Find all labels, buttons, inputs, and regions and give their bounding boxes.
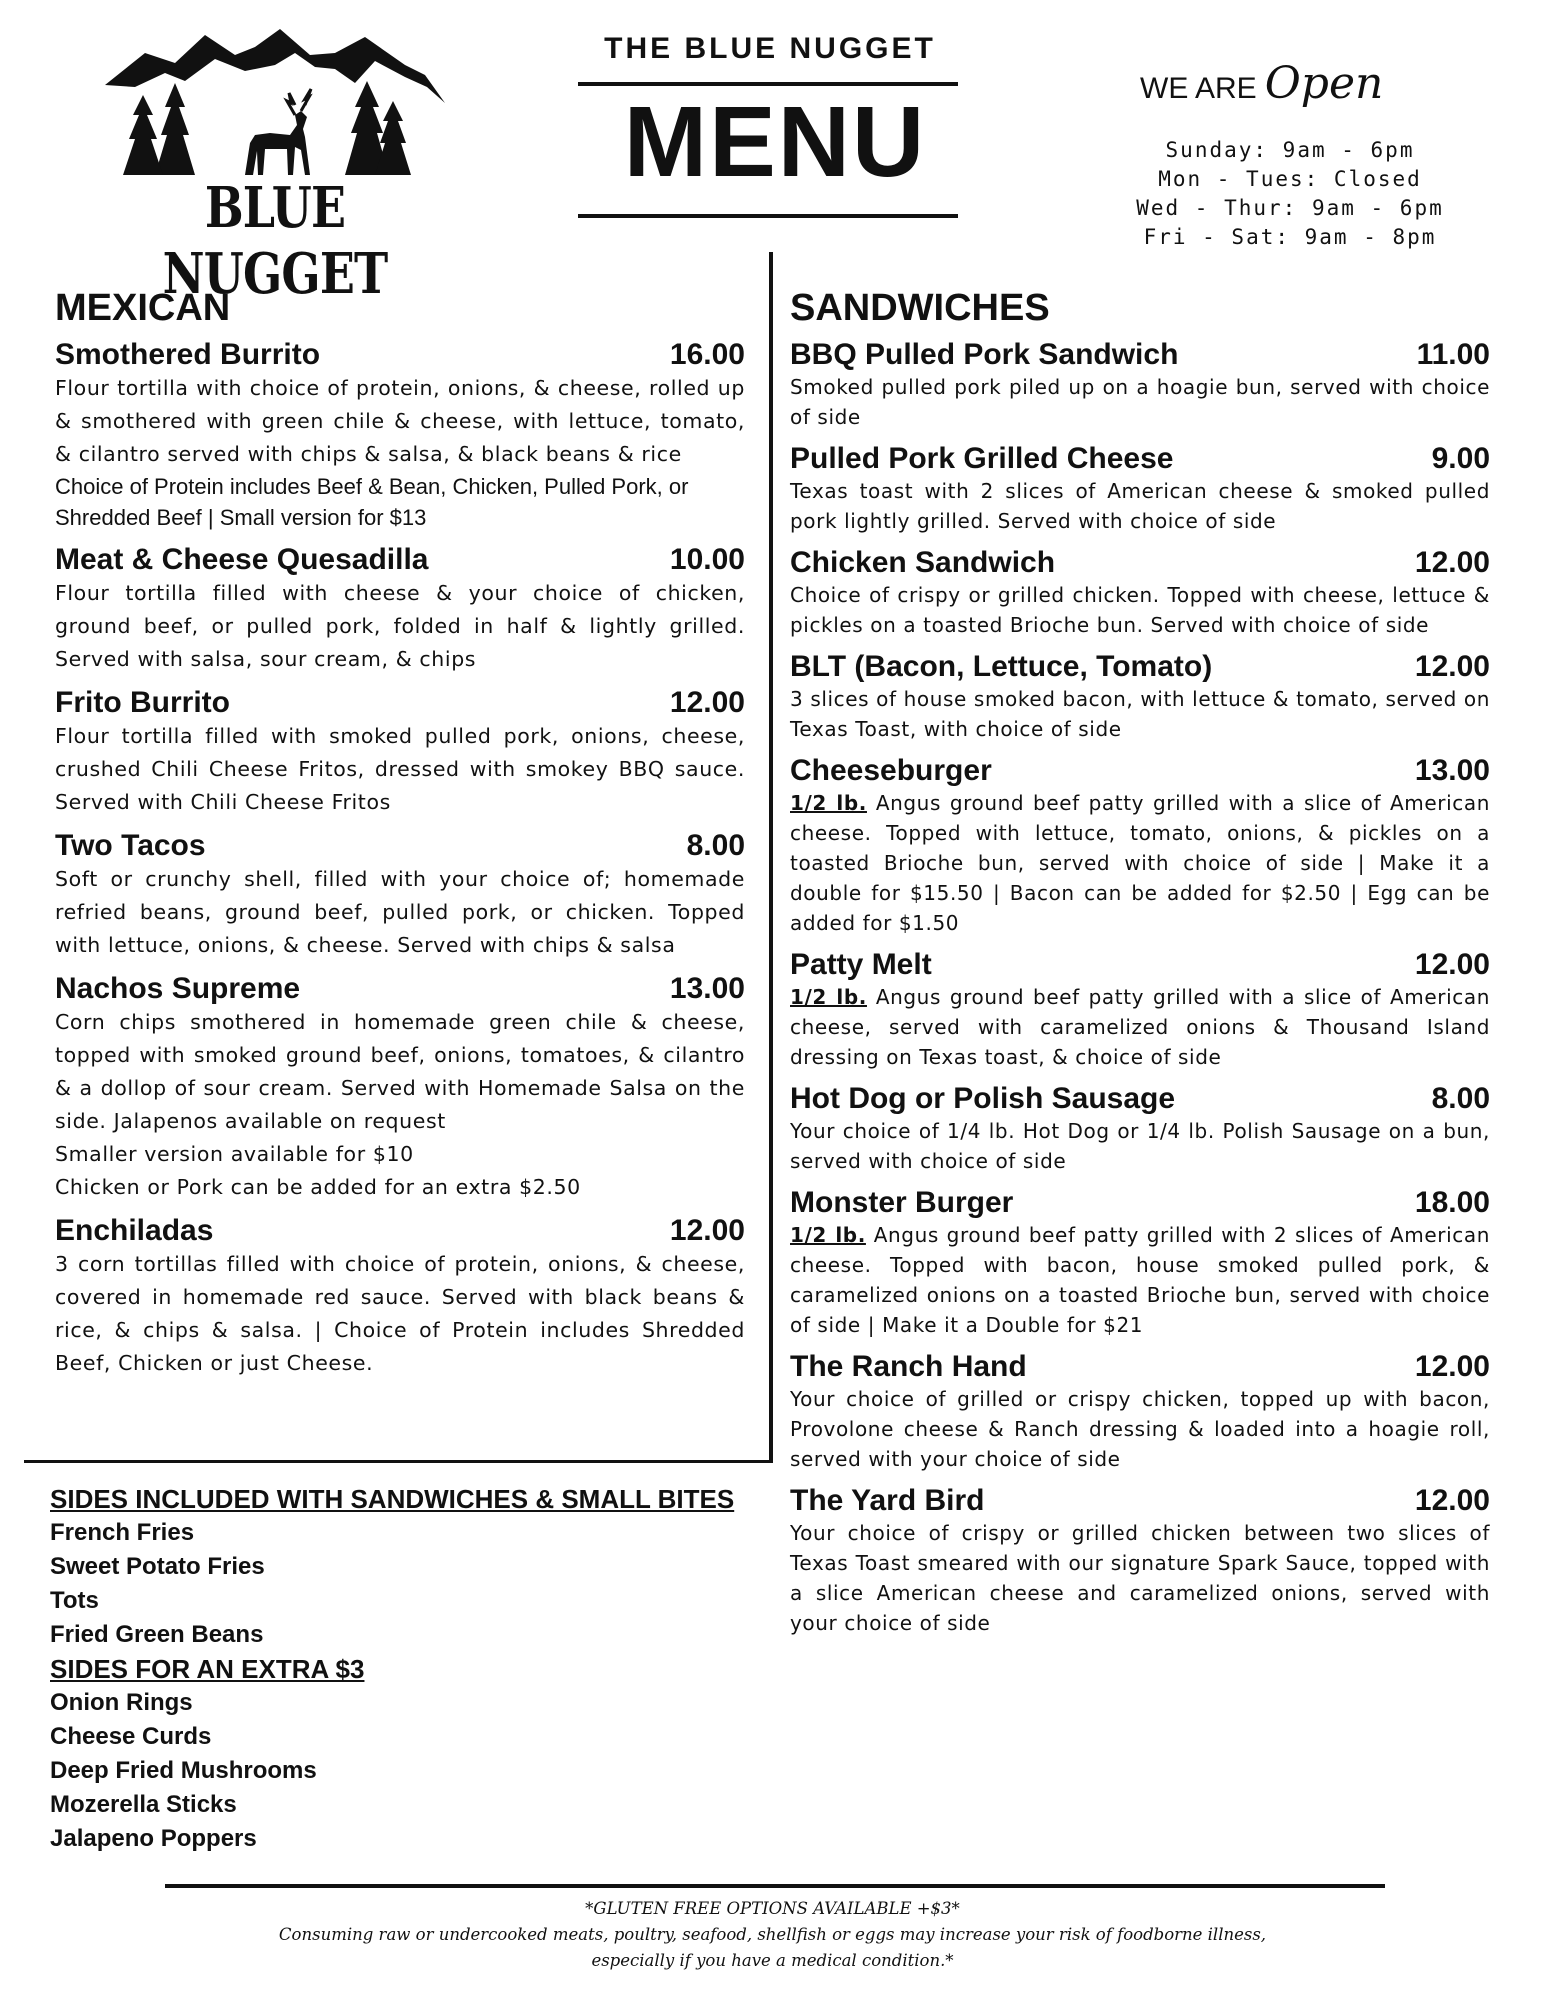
menu-item <box>790 546 1490 640</box>
sides-extra-title: SIDES FOR AN EXTRA $3 <box>50 1654 365 1684</box>
item-name: BBQ Pulled Pork Sandwich <box>790 338 1179 371</box>
gluten-free-note: *GLUTEN FREE OPTIONS AVAILABLE +$3* <box>585 1899 960 1918</box>
logo <box>105 25 445 307</box>
consumer-advisory-cont: especially if you have a medical condition.* <box>591 1951 954 1970</box>
item-extra: Smaller version available for $10 <box>55 1142 414 1166</box>
section-title: SANDWICHES <box>790 287 1050 329</box>
side-item: French Fries <box>50 1519 195 1546</box>
side-item: Sweet Potato Fries <box>50 1553 265 1580</box>
open-heading <box>1140 58 1440 109</box>
item-extra: Chicken or Pork can be added for an extra $2.50 <box>55 1175 581 1199</box>
item-name: Cheeseburger <box>790 754 992 787</box>
menu-item <box>55 338 745 533</box>
hours-line: Mon - Tues: Closed <box>1158 167 1422 191</box>
item-name: Meat & Cheese Quesadilla <box>55 543 429 576</box>
column-divider <box>769 252 773 1462</box>
item-name: Two Tacos <box>55 829 206 862</box>
mexican-section <box>55 287 745 1390</box>
item-price: 12.00 <box>1414 650 1490 683</box>
sides-section <box>50 1482 770 1856</box>
menu-item <box>55 1214 745 1380</box>
page-title: MENU <box>623 86 927 198</box>
sides-included-title: SIDES INCLUDED WITH SANDWICHES & SMALL BITES <box>50 1484 735 1514</box>
item-name: Chicken Sandwich <box>790 546 1056 579</box>
item-price: 10.00 <box>669 543 745 576</box>
menu-item <box>790 1082 1490 1176</box>
item-price: 12.00 <box>1414 948 1490 981</box>
side-item: Onion Rings <box>50 1689 193 1716</box>
open-prefix: WE ARE <box>1140 72 1257 105</box>
menu-item <box>55 972 745 1204</box>
item-price: 16.00 <box>669 338 745 371</box>
item-lead: 1/2 lb. <box>790 791 867 815</box>
item-description: Flour tortilla with choice of protein, onions, & cheese, rolled up & smothered with green chile & cheese, with lettuce, tomato, & cilantro served with chips & salsa, & black beans & rice <box>55 376 745 466</box>
item-description: Flour tortilla filled with cheese & your choice of chicken, ground beef, or pulled pork, folded in half & lightly grilled. Served with salsa, sour cream, & chips <box>55 581 745 671</box>
item-name: Pulled Pork Grilled Cheese <box>790 442 1174 475</box>
sandwiches-section <box>790 287 1490 1648</box>
item-name: Smothered Burrito <box>55 338 321 371</box>
item-description: Corn chips smothered in homemade green chile & cheese, topped with smoked ground beef, onions, tomatoes, & cilantro & a dollop of sour cream. Served with Homemade Salsa on the side. Jalapenos available on request <box>55 1010 745 1133</box>
hours-line: Sunday: 9am - 6pm <box>1165 138 1415 162</box>
item-name: Nachos Supreme <box>55 972 301 1005</box>
menu-item <box>790 1350 1490 1474</box>
item-description <box>790 982 1490 1072</box>
menu-item <box>790 338 1490 432</box>
item-description <box>790 788 1490 938</box>
item-name: Monster Burger <box>790 1186 1014 1219</box>
item-name: Frito Burrito <box>55 686 230 719</box>
open-script: Open <box>1264 58 1384 109</box>
footer <box>250 1896 1295 1974</box>
item-description: Your choice of 1/4 lb. Hot Dog or 1/4 lb. Polish Sausage on a bun, served with choice of side <box>790 1119 1490 1173</box>
menu-item <box>790 754 1490 938</box>
side-item: Jalapeno Poppers <box>50 1825 257 1852</box>
item-description <box>790 1220 1490 1340</box>
item-description-text: Angus ground beef patty grilled with 2 slices of American cheese. Topped with bacon, house smoked pulled pork, & caramelized onions on a toasted Brioche bun, served with choice of side | Make it a Double for $21 <box>790 1223 1490 1337</box>
section-title: MEXICAN <box>55 287 231 329</box>
item-price: 13.00 <box>1414 754 1490 787</box>
item-price: 18.00 <box>1414 1186 1490 1219</box>
menu-item <box>55 829 745 962</box>
hours-line: Wed - Thur: 9am - 6pm <box>1136 196 1444 220</box>
item-description: Choice of crispy or grilled chicken. Topped with cheese, lettuce & pickles on a toasted Brioche bun. Served with choice of side <box>790 583 1490 637</box>
item-description: Your choice of crispy or grilled chicken between two slices of Texas Toast smeared with our signature Spark Sauce, topped with a slice American cheese and caramelized onions, served with your choice of side <box>790 1521 1490 1635</box>
item-price: 12.00 <box>669 1214 745 1247</box>
logo-text: BLUE NUGGET <box>162 175 388 307</box>
menu-item <box>790 948 1490 1072</box>
item-description: Soft or crunchy shell, filled with your choice of; homemade refried beans, ground beef, pulled pork, or chicken. Topped with lettuce, onions, & cheese. Served with chips & salsa <box>55 867 745 957</box>
item-price: 12.00 <box>1414 546 1490 579</box>
side-item: Deep Fried Mushrooms <box>50 1757 317 1784</box>
item-description: 3 corn tortillas filled with choice of protein, onions, & cheese, covered in homemade red sauce. Served with black beans & rice, & chips & salsa. | Choice of Protein includes Shredded Beef, Chicken or just Cheese. <box>55 1252 745 1375</box>
side-item: Mozerella Sticks <box>50 1791 237 1818</box>
menu-item <box>790 1484 1490 1638</box>
consumer-advisory: Consuming raw or undercooked meats, poultry, seafood, shellfish or eggs may increase your risk of foodborne illness, <box>278 1925 1267 1944</box>
item-price: 12.00 <box>1414 1484 1490 1517</box>
item-name: Patty Melt <box>790 948 932 981</box>
footer-rule <box>165 1884 1385 1888</box>
item-price: 8.00 <box>1431 1082 1490 1115</box>
item-description: Texas toast with 2 slices of American cheese & smoked pulled pork lightly grilled. Served with choice of side <box>790 479 1490 533</box>
item-price: 12.00 <box>669 686 745 719</box>
opening-hours <box>1120 136 1460 252</box>
item-note: Choice of Protein includes Beef & Bean, Chicken, Pulled Pork, or Shredded Beef | Small version for $13 <box>55 474 689 530</box>
sides-divider <box>24 1460 773 1463</box>
item-description: Your choice of grilled or crispy chicken, topped up with bacon, Provolone cheese & Ranch dressing & loaded into a hoagie roll, served with your choice of side <box>790 1387 1490 1471</box>
side-item: Tots <box>50 1587 99 1614</box>
item-lead: 1/2 lb. <box>790 1223 866 1247</box>
item-description: Flour tortilla filled with smoked pulled pork, onions, cheese, crushed Chili Cheese Fritos, dressed with smokey BBQ sauce. Served with Chili Cheese Fritos <box>55 724 745 814</box>
item-name: Hot Dog or Polish Sausage <box>790 1082 1176 1115</box>
item-price: 9.00 <box>1431 442 1490 475</box>
menu-item <box>790 650 1490 744</box>
hours-line: Fri - Sat: 9am - 8pm <box>1143 225 1437 249</box>
item-name: The Ranch Hand <box>790 1350 1027 1383</box>
side-item: Fried Green Beans <box>50 1621 264 1648</box>
item-price: 13.00 <box>669 972 745 1005</box>
menu-item <box>790 442 1490 536</box>
item-name: BLT (Bacon, Lettuce, Tomato) <box>790 650 1213 683</box>
item-price: 8.00 <box>686 829 745 862</box>
item-lead: 1/2 lb. <box>790 985 867 1009</box>
item-description-text: Angus ground beef patty grilled with a slice of American cheese. Topped with lettuce, tomato, onions, & pickles on a toasted Brioche bun, served with choice of side | Make it a double for $15.50 | Bacon can be added for $2.50 | Egg can be added for $1.50 <box>790 791 1490 935</box>
brand-name: THE BLUE NUGGET <box>604 32 936 65</box>
item-description: 3 slices of house smoked bacon, with lettuce & tomato, served on Texas Toast, with choice of side <box>790 687 1490 741</box>
menu-item <box>790 1186 1490 1340</box>
side-item: Cheese Curds <box>50 1723 212 1750</box>
item-price: 11.00 <box>1416 338 1490 371</box>
item-name: The Yard Bird <box>790 1484 985 1517</box>
menu-item <box>55 543 745 676</box>
item-description-text: Angus ground beef patty grilled with a slice of American cheese, served with caramelized onions & Thousand Island dressing on Texas toast, & choice of side <box>790 985 1490 1069</box>
mountains-trees-elk-icon <box>105 25 445 185</box>
menu-item <box>55 686 745 819</box>
item-price: 12.00 <box>1414 1350 1490 1383</box>
item-name: Enchiladas <box>55 1214 214 1247</box>
item-description: Smoked pulled pork piled up on a hoagie bun, served with choice of side <box>790 375 1490 429</box>
title-rule-bottom <box>578 214 958 218</box>
